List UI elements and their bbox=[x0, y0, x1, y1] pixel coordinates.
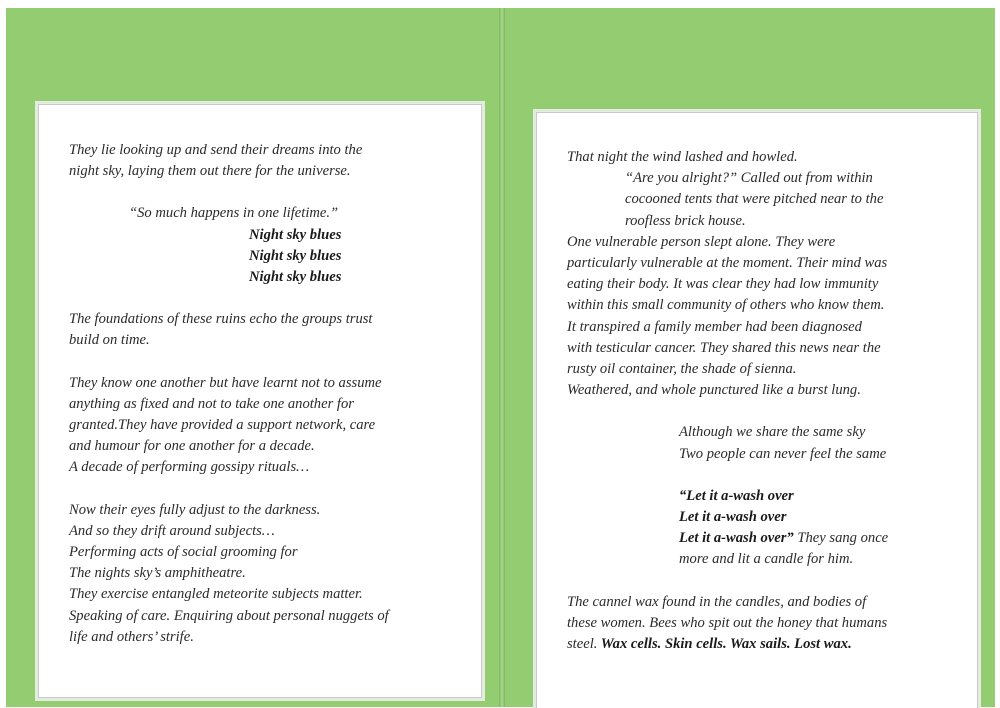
text-line: They exercise entangled meteorite subjects matter. bbox=[69, 586, 363, 603]
text-line: life and others’ strife. bbox=[69, 628, 194, 645]
song-line: “Let it a-wash over bbox=[679, 487, 794, 504]
text-line: Although we share the same sky bbox=[679, 424, 866, 441]
text-line: Performing acts of social grooming for bbox=[69, 544, 298, 561]
book-gutter bbox=[499, 8, 505, 707]
refrain-line: Night sky blues bbox=[249, 226, 342, 243]
text-line: They know one another but have learnt not to assume bbox=[69, 374, 382, 391]
text-line: They lie looking up and send their dreams into the bbox=[69, 142, 363, 158]
text-line: One vulnerable person slept alone. They were bbox=[567, 233, 836, 250]
text-line: anything as fixed and not to take one another for bbox=[69, 395, 354, 412]
text-line: build on time. bbox=[69, 332, 150, 349]
text-line: rusty oil container, the shade of sienna. bbox=[567, 361, 797, 378]
text-line: Now their eyes fully adjust to the darkness. bbox=[69, 501, 321, 518]
refrain-line: Night sky blues bbox=[249, 269, 342, 286]
text-line: That night the wind lashed and howled. bbox=[567, 149, 798, 165]
text-line: particularly vulnerable at the moment. Their mind was bbox=[567, 255, 888, 272]
right-page bbox=[536, 112, 978, 708]
text-line: eating their body. It was clear they had low immunity bbox=[567, 276, 879, 293]
left-page-text bbox=[69, 140, 389, 648]
text-line: more and lit a candle for him. bbox=[679, 551, 854, 568]
text-line: Weathered, and whole punctured like a burst lung. bbox=[567, 382, 861, 399]
text-fragment: steel. bbox=[567, 636, 598, 653]
text-line: It transpired a family member had been diagnosed bbox=[567, 318, 862, 335]
quote-line: “So much happens in one lifetime.” bbox=[129, 205, 339, 222]
text-line: Speaking of care. Enquiring about personal nuggets of bbox=[69, 607, 389, 624]
refrain-line: Night sky blues bbox=[249, 247, 342, 264]
text-line: roofless brick house. bbox=[625, 212, 746, 229]
text-line: “Are you alright?” Called out from within bbox=[625, 170, 873, 187]
text-line: A decade of performing gossipy rituals… bbox=[69, 459, 310, 476]
text-line: with testicular cancer. They shared this news near the bbox=[567, 339, 881, 356]
text-line: The foundations of these ruins echo the groups trust bbox=[69, 311, 373, 328]
text-line: The cannel wax found in the candles, and bodies of bbox=[567, 593, 867, 610]
text-line: cocooned tents that were pitched near to the bbox=[625, 191, 884, 208]
bold-phrase: Wax cells. Skin cells. Wax sails. Lost wax. bbox=[597, 636, 852, 653]
text-line: these women. Bees who spit out the honey that humans bbox=[567, 614, 888, 631]
song-line: Let it a-wash over bbox=[679, 509, 787, 526]
text-line: granted.They have provided a support network, care bbox=[69, 417, 376, 434]
text-line: night sky, laying them out there for the universe. bbox=[69, 163, 351, 180]
text-line: and humour for one another for a decade. bbox=[69, 438, 315, 455]
left-page bbox=[38, 104, 482, 698]
text-line: Two people can never feel the same bbox=[679, 445, 887, 462]
song-line: Let it a-wash over” bbox=[679, 530, 794, 547]
text-fragment: They sang once bbox=[793, 530, 889, 547]
text-line: And so they drift around subjects… bbox=[69, 522, 275, 539]
text-line: The nights sky’s amphitheatre. bbox=[69, 565, 246, 582]
text-line: within this small community of others who know them. bbox=[567, 297, 885, 314]
right-page-text bbox=[567, 147, 888, 655]
